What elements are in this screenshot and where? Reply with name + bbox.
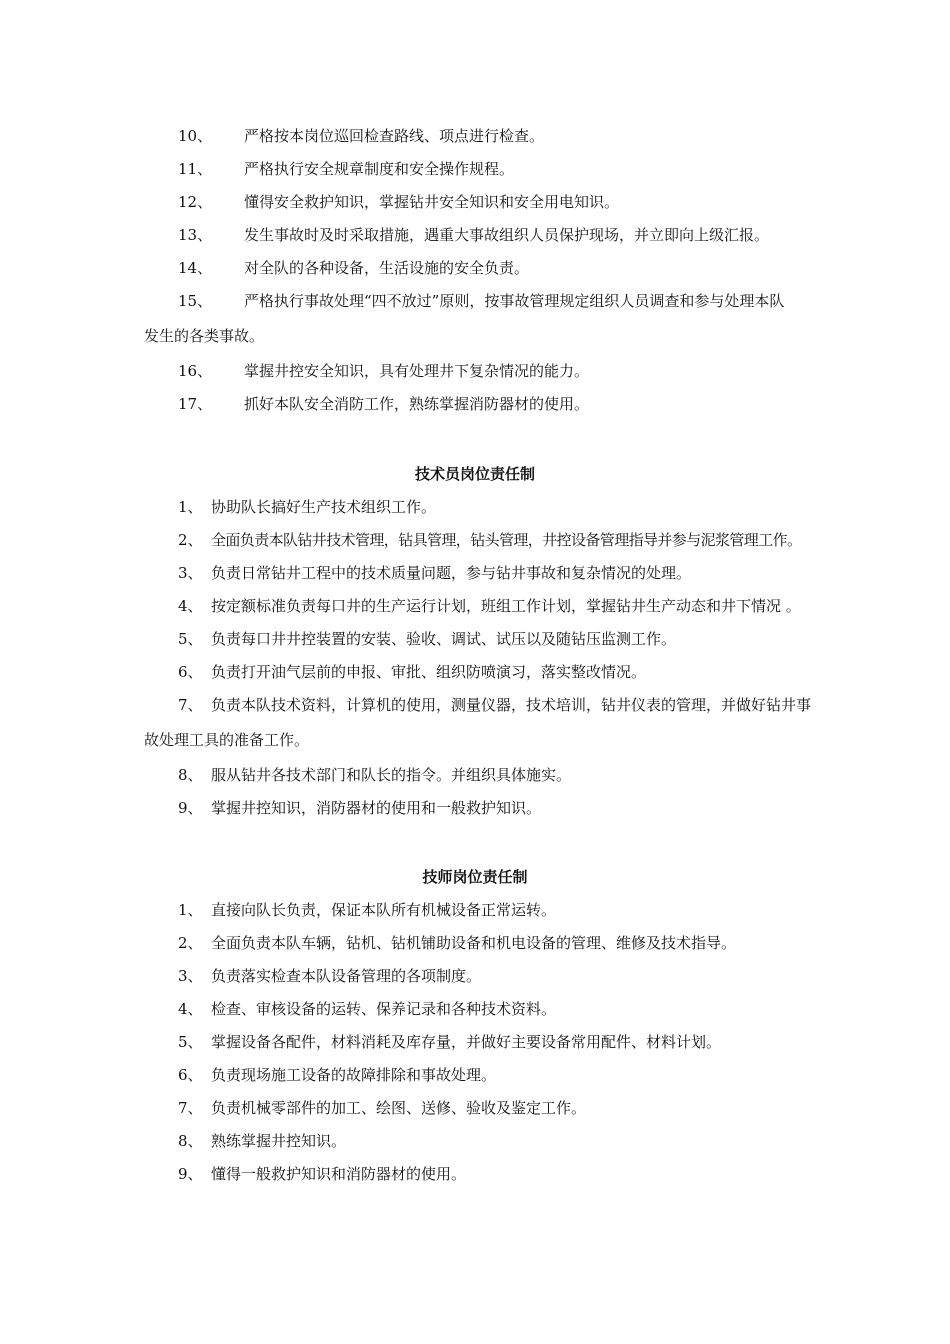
item-number: 9、	[178, 1165, 203, 1183]
item-number: 2、	[178, 531, 203, 549]
item-number: 3、	[178, 564, 203, 582]
item-text: 负责机械零部件的加工、绘图、送修、验收及鉴定工作。	[211, 1099, 587, 1117]
list-item	[0, 524, 950, 557]
list-item	[0, 1059, 950, 1092]
list-item	[0, 153, 950, 186]
item-number: 2、	[178, 934, 203, 952]
item-text: 负责本队技术资料，计算机的使用，测量仪器，技术培训，钻井仪表的管理，并做好钻井事	[211, 696, 812, 714]
item-text: 协助队长搞好生产技术组织工作。	[211, 498, 437, 516]
list-item	[0, 590, 950, 623]
item-text: 懂得安全救护知识，掌握钻井安全知识和安全用电知识。	[244, 193, 620, 211]
item-number: 9、	[178, 799, 203, 817]
section-title-technician: 技术员岗位责任制	[414, 465, 535, 483]
item-number: 8、	[178, 1132, 203, 1150]
list-item	[0, 120, 950, 153]
item-text: 负责落实检查本队设备管理的各项制度。	[211, 967, 482, 985]
item-text-continuation: 发生的各类事故。	[144, 327, 265, 345]
list-item	[0, 960, 950, 993]
list-item	[0, 355, 950, 388]
item-text-continuation: 故处理工具的准备工作。	[144, 731, 310, 749]
item-number: 13、	[178, 226, 213, 244]
item-text: 负责每口井井控装置的安装、验收、调试、试压以及随钻压监测工作。	[211, 630, 677, 648]
item-text: 负责现场施工设备的故障排除和事故处理。	[211, 1066, 497, 1084]
section-title-engineer: 技师岗位责任制	[422, 868, 528, 886]
list-item	[0, 1125, 950, 1158]
item-text: 对全队的各种设备，生活设施的安全负责。	[244, 259, 530, 277]
item-number: 11、	[178, 160, 213, 178]
item-text: 检查、审核设备的运转、保养记录和各种技术资料。	[211, 1000, 557, 1018]
item-text: 懂得一般救护知识和消防器材的使用。	[211, 1165, 467, 1183]
item-text: 全面负责本队钻井技术管理，钻具管理，钻头管理，井控设备管理指导并参与泥浆管理工作。	[211, 531, 802, 549]
list-item	[0, 894, 950, 927]
list-item	[0, 993, 950, 1026]
list-item	[0, 1026, 950, 1059]
item-text: 严格执行安全规章制度和安全操作规程。	[244, 160, 515, 178]
item-text: 掌握井控安全知识，具有处理井下复杂情况的能力。	[244, 362, 590, 380]
list-item	[0, 491, 950, 524]
item-number: 1、	[178, 901, 203, 919]
item-text: 负责打开油气层前的申报、审批、组织防喷演习，落实整改情况。	[211, 663, 647, 681]
item-number: 1、	[178, 498, 203, 516]
list-item	[0, 285, 950, 355]
item-text: 熟练掌握井控知识。	[211, 1132, 347, 1150]
item-number: 7、	[178, 1099, 203, 1117]
item-number: 6、	[178, 1066, 203, 1084]
item-text: 严格按本岗位巡回检查路线、项点进行检查。	[244, 127, 545, 145]
item-text: 负责日常钻井工程中的技术质量问题，参与钻井事故和复杂情况的处理。	[211, 564, 692, 582]
list-item	[0, 388, 950, 421]
engineer-duties-list	[0, 894, 950, 1191]
item-text: 按定额标准负责每口井的生产运行计划，班组工作计划，掌握钻井生产动态和井下情况 。	[211, 597, 801, 615]
list-item	[0, 557, 950, 590]
item-number: 6、	[178, 663, 203, 681]
item-number: 10、	[178, 127, 213, 145]
item-number: 17、	[178, 395, 213, 413]
item-text: 掌握井控知识，消防器材的使用和一般救护知识。	[211, 799, 542, 817]
list-item	[0, 186, 950, 219]
item-number: 3、	[178, 967, 203, 985]
list-item	[0, 759, 950, 792]
item-number: 7、	[178, 696, 203, 714]
list-item	[0, 219, 950, 252]
item-number: 4、	[178, 597, 203, 615]
item-number: 8、	[178, 766, 203, 784]
item-number: 4、	[178, 1000, 203, 1018]
item-number: 16、	[178, 362, 213, 380]
list-item	[0, 689, 950, 759]
technician-duties-list	[0, 491, 950, 825]
item-number: 5、	[178, 630, 203, 648]
item-number: 5、	[178, 1033, 203, 1051]
list-item	[0, 252, 950, 285]
item-number: 15、	[178, 292, 213, 310]
item-text: 全面负责本队车辆，钻机、钻机铺助设备和机电设备的管理、维修及技术指导。	[211, 934, 737, 952]
item-number: 12、	[178, 193, 213, 211]
list-item	[0, 623, 950, 656]
safety-duties-list	[0, 120, 950, 421]
item-text: 直接向队长负责，保证本队所有机械设备正常运转。	[211, 901, 557, 919]
item-text: 严格执行事故处理“四不放过”原则，按事故管理规定组织人员调查和参与处理本队	[244, 292, 785, 310]
item-text: 发生事故时及时采取措施，遇重大事故组织人员保护现场，并立即向上级汇报。	[244, 226, 770, 244]
item-text: 抓好本队安全消防工作，熟练掌握消防器材的使用。	[244, 395, 590, 413]
list-item	[0, 656, 950, 689]
list-item	[0, 1092, 950, 1125]
item-text: 服从钻井各技术部门和队长的指令。并组织具体施实。	[211, 766, 572, 784]
list-item	[0, 927, 950, 960]
item-text: 掌握设备各配件，材料消耗及库存量，并做好主要设备常用配件、材料计划。	[211, 1033, 722, 1051]
list-item	[0, 1158, 950, 1191]
item-number: 14、	[178, 259, 213, 277]
list-item	[0, 792, 950, 825]
